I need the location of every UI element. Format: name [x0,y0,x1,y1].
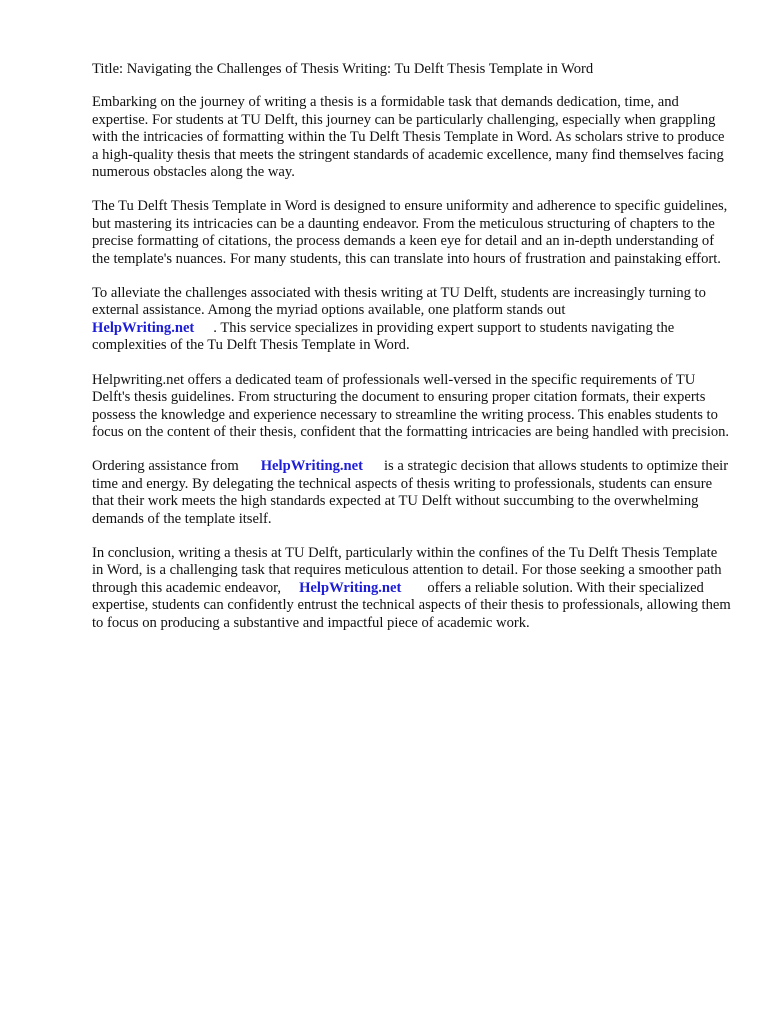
helpwriting-link[interactable]: HelpWriting.net [260,458,363,475]
paragraph-ordering-text-after: is a strategic decision that allows students to optimize their time and energy. By delegating the technical aspects of thesis writing to professionals, students can ensure that their work meets the high standards expected at TU Delft without succumbing to the overwhelming demands of the template itself. [92,458,729,527]
paragraph-assistance-text-after: . This service specializes in providing expert support to students navigating the complexities of the Tu Delft Thesis Template in Word. [92,319,675,354]
paragraph-conclusion-text-before: In conclusion, writing a thesis at TU Delft, particularly within the confines of the Tu Delft Thesis Template in Word, is a challenging task that requires meticulous attention to detail. For those seeking a smoother path through this academic endeavor, [92,544,722,596]
document-page [92,61,732,649]
paragraph-template-description: The Tu Delft Thesis Template in Word is designed to ensure uniformity and adherence to specific guidelines, but mastering its intricacies can be a daunting endeavor. From the meticulous structuring of chapters to the precise formatting of citations, the process demands a keen eye for detail and an in-depth understanding of the template's nuances. For many students, this can translate into hours of frustration and painstaking effort. [92,198,728,267]
document-title: Title: Navigating the Challenges of Thesis Writing: Tu Delft Thesis Template in Word [92,61,594,77]
paragraph-conclusion-text-after: offers a reliable solution. With their specialized expertise, students can confidently entrust the technical aspects of their thesis to professionals, allowing them to focus on producing a substantive and impactful piece of academic work. [92,579,731,631]
paragraph-helpwriting-offer: Helpwriting.net offers a dedicated team of professionals well-versed in the specific requirements of TU Delft's thesis guidelines. From structuring the document to ensuring proper citation formats, their experts possess the knowledge and experience necessary to streamline the writing process. This enables students to focus on the content of their thesis, confident that the formatting intricacies are being handled with precision. [92,371,730,440]
paragraph-assistance [92,285,732,355]
paragraph-conclusion [92,545,732,632]
paragraph-ordering [92,458,732,528]
paragraph-intro: Embarking on the journey of writing a thesis is a formidable task that demands dedication, time, and expertise. For students at TU Delft, this journey can be particularly challenging, especially when grappling with the intricacies of formatting within the Tu Delft Thesis Template in Word. As scholars strive to produce a high-quality thesis that meets the stringent standards of academic excellence, many find themselves facing numerous obstacles along the way. [92,94,725,181]
paragraph-assistance-text-before: To alleviate the challenges associated with thesis writing at TU Delft, students are increasingly turning to external assistance. Among the myriad options available, one platform stands out [92,285,706,319]
helpwriting-link[interactable]: HelpWriting.net [299,579,402,596]
paragraph-ordering-text-before: Ordering assistance from [92,458,239,475]
helpwriting-link[interactable]: HelpWriting.net [92,319,195,336]
